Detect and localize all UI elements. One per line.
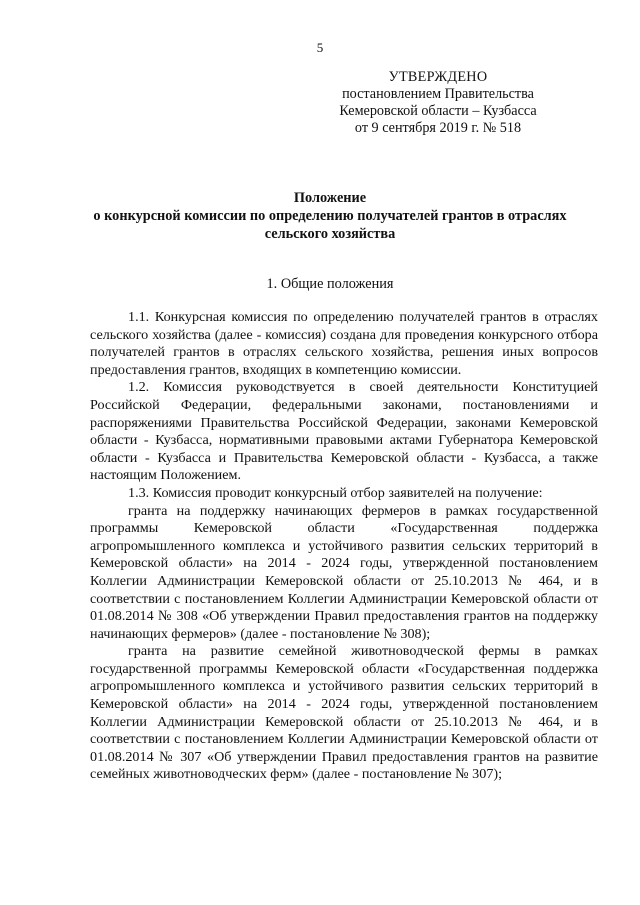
- page-number: 5: [316, 40, 324, 55]
- approval-line-1: постановлением Правительства: [342, 86, 534, 102]
- body-text: [90, 309, 598, 784]
- document-title: [72, 189, 588, 243]
- title-line-1: Положение: [293, 190, 367, 206]
- title-line-3: сельского хозяйства: [264, 226, 396, 242]
- approval-line-2: Кемеровской области – Кузбасса: [339, 103, 537, 119]
- paragraph-1-2: 1.2. Комиссия руководствуется в своей деятельности Конституцией Российской Федерации, федеральными законами, постановлениями и распоряжениями Правительства Российской Федерации, законами Кемеровской области - Кузбасса, нормативными правовыми актами Губернатора Кемеровской области - Кузбасса и Правительства Кемеровской области - Кузбасса, а также настоящим Положением.: [90, 379, 598, 484]
- approval-line-3: от 9 сентября 2019 г. № 518: [354, 120, 522, 136]
- approval-stamp: [308, 69, 568, 137]
- paragraph-1-1: 1.1. Конкурсная комиссия по определению получателей грантов в отраслях сельского хозяйства (далее - комиссия) создана для проведения конкурсного отбора получателей грантов в отраслях сельского хозяйства, решения иных вопросов предоставления грантов, входящих в компетенцию комиссии.: [90, 309, 598, 378]
- paragraph-1-3: 1.3. Комиссия проводит конкурсный отбор заявителей на получение:: [128, 484, 543, 501]
- section-heading: 1. Общие положения: [266, 276, 394, 292]
- approval-title: УТВЕРЖДЕНО: [388, 69, 488, 85]
- paragraph-grant-beginning-farmers: гранта на поддержку начинающих фермеров в рамках государственной программы Кемеровской области «Государственная поддержка агропромышленного комплекса и устойчивого развития сельских территорий в Кемеровской области» на 2014 - 2024 годы, утвержденной постановлением Коллегии Администрации Кемеровской области от 25.10.2013 № 464, и в соответствии с постановлением Коллегии Администрации Кемеровской области от 01.08.2014 № 308 «Об утверждении Правил предоставления грантов на поддержку начинающих фермеров» (далее - постановление № 308);: [90, 502, 598, 642]
- title-line-2: о конкурсной комиссии по определению получателей грантов в отраслях: [93, 208, 567, 224]
- paragraph-grant-family-farm: гранта на развитие семейной животноводческой фермы в рамках государственной программы Кемеровской области «Государственная поддержка агропромышленного комплекса и устойчивого развития сельских территорий в Кемеровской области» на 2014 - 2024 годы, утвержденной постановлением Коллегии Администрации Кемеровской области от 25.10.2013 № 464, и в соответствии с постановлением Коллегии Администрации Кемеровской области от 01.08.2014 № 307 «Об утверждении Правил предоставления грантов на развитие семейных животноводческих ферм» (далее - постановление № 307);: [90, 643, 598, 783]
